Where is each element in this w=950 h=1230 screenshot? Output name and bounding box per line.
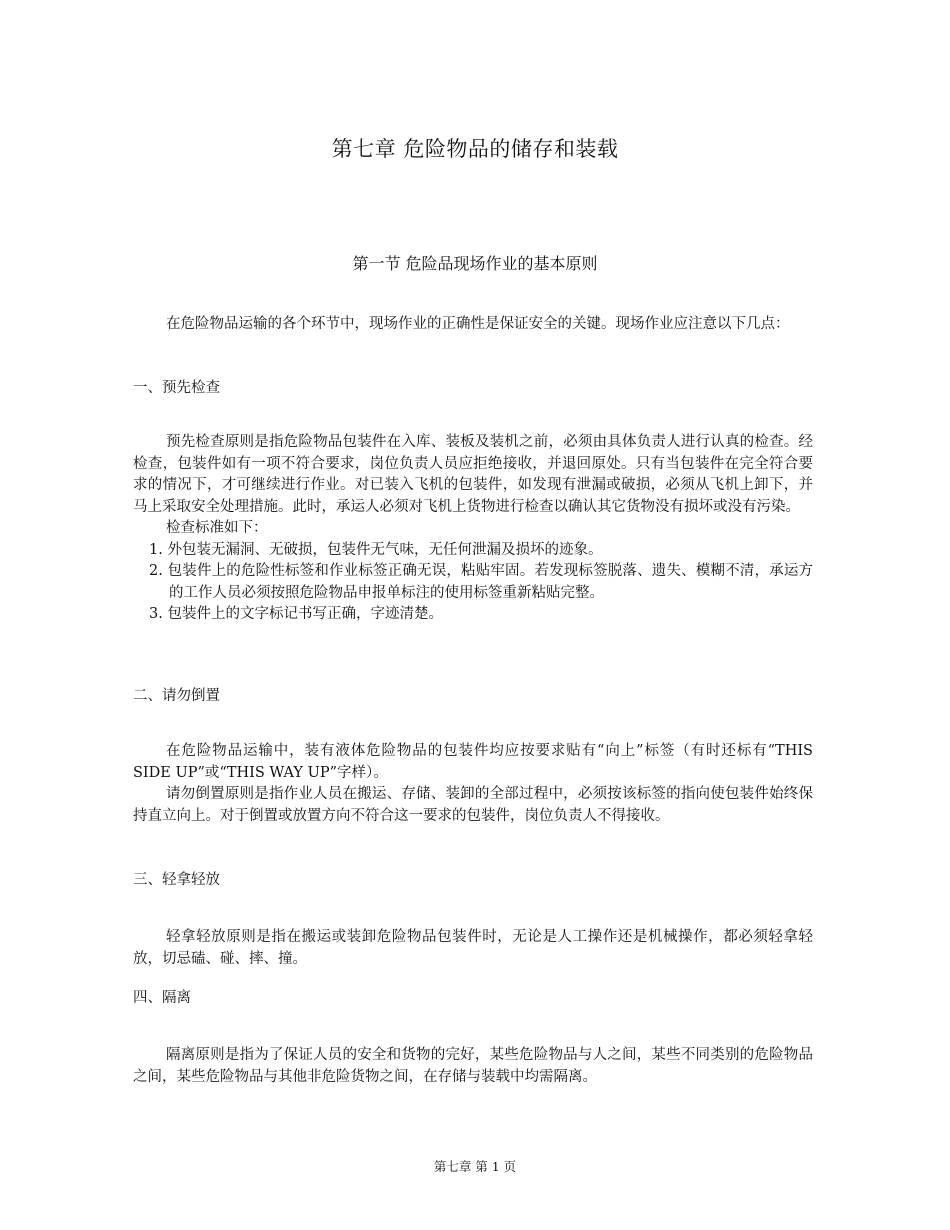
section-heading: 二、请勿倒置 [133, 688, 220, 704]
chapter-title: 第七章 危险物品的储存和装载 [331, 137, 619, 161]
intro-paragraph: 在危险物品运输的各个环节中，现场作业的正确性是保证安全的关键。现场作业应注意以下几点： [166, 316, 790, 332]
body-paragraph: 请勿倒置原则是指作业人员在搬运、存储、装卸的全部过程中，必须按该标签的指向使包装件始终保持直立向上。对于倒置或放置方向不符合这一要求的包装件，岗位负责人不得接收。 [133, 786, 813, 824]
body-paragraph: 隔离原则是指为了保证人员的安全和货物的完好，某些危险物品与人之间，某些不同类别的危险物品之间，某些危险物品与其他非危险货物之间，在存储与装载中均需隔离。 [133, 1047, 813, 1085]
list-item: 1. 外包装无漏洞、无破损，包装件无气味，无任何泄漏及损坏的迹象。 [149, 541, 603, 558]
section-1-body [133, 432, 813, 626]
section-2-heading-block [133, 686, 813, 708]
section-heading: 一、预先检查 [133, 380, 220, 396]
section-4-body [133, 1045, 813, 1088]
section-3-heading-block [133, 870, 813, 892]
section-2-body [133, 741, 813, 827]
section-3-body [133, 927, 813, 970]
section-title: 第一节 危险品现场作业的基本原则 [352, 254, 598, 273]
section-heading: 三、轻拿轻放 [133, 872, 220, 888]
page-footer: 第七章 第 1 页 [433, 1159, 517, 1174]
body-paragraph: 轻拿轻放原则是指在搬运或装卸危险物品包装件时，无论是人工操作还是机械操作，都必须轻拿轻放，切忌磕、碰、摔、撞。 [133, 929, 813, 967]
section-heading: 四、隔离 [133, 990, 191, 1006]
body-paragraph: 在危险物品运输中，装有液体危险物品的包装件均应按要求贴有“向上”标签（有时还标有“THIS SIDE UP”或“THIS WAY UP”字样）。 [133, 743, 813, 781]
body-paragraph: 检查标准如下： [166, 520, 268, 536]
body-paragraph: 预先检查原则是指危险物品包装件在入库、装板及装机之前，必须由具体负责人进行认真的检查。经检查，包装件如有一项不符合要求，岗位负责人员应拒绝接收，并退回原处。只有当包装件在完全符合要求的情况下，才可继续进行作业。对已装入飞机的包装件，如发现有泄漏或破损，必须从飞机上卸下，并马上采取安全处理措施。此时，承运人必须对飞机上货物进行检查以确认其它货物没有损坏或没有污染。 [133, 434, 813, 515]
list-item: 2. 包装件上的危险性标签和作业标签正确无误，粘贴牢固。若发现标签脱落、遗失、模糊不清，承运方的工作人员必须按照危险物品申报单标注的使用标签重新粘贴完整。 [149, 563, 813, 601]
section-1-heading-block [133, 378, 813, 400]
list-item: 3. 包装件上的文字标记书写正确，字迹清楚。 [149, 606, 443, 622]
intro-block [133, 314, 813, 336]
section-4-heading-block [133, 988, 813, 1010]
